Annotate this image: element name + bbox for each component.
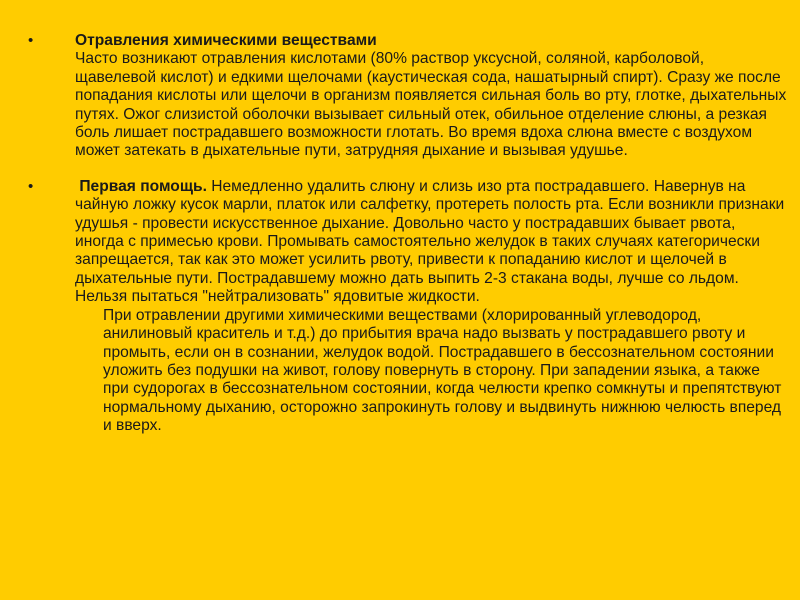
section-text-poisoning: Часто возникают отравления кислотами (80% раствор уксусной, соляной, карболовой, щавелевой кислот) и едкими щелочами (каустическая сода, нашатырный спирт). Сразу же после попадания кислоты или щелочи в организм появляется сильная боль во рту, глотке, дыхательных путях. Ожог слизистой оболочки вызывает сильный отек, обильное отделение слюны, а резкая боль лишает пострадавшего возможности глотать. Во время вдоха слюна вместе с воздухом может затекать в дыхательные пути, затрудняя дыхание и вызывая удушье. [75, 50, 787, 160]
section-heading-first-aid: Первая помощь. [79, 177, 207, 195]
bullet-list [28, 32, 788, 436]
bullet-item-chemical-poisoning [28, 32, 788, 161]
first-aid-paragraph [75, 178, 788, 307]
bullet-dot-icon: • [28, 177, 34, 195]
section-text-other-chemicals: При отравлении другими химическими веществами (хлорированный углеводород, анилиновый краситель и т.д.) до прибытия врача надо вызвать у пострадавшего рвоту и промыть, если он в сознании, желудок водой. Пострадавшего в бессознательном состоянии уложить без подушки на живот, голову повернуть в сторону. При западении языка, а также при судорогах в бессознательном состоянии, когда челюсти крепко сомкнуты и препятствуют нормальному дыханию, осторожно запрокинуть голову и выдвинуть нижнюю челюсть вперед и вверх. [103, 306, 782, 435]
bullet-dot-icon: • [28, 32, 34, 49]
bullet-item-first-aid [28, 178, 788, 436]
section-heading-poisoning: Отравления химическими веществами [75, 32, 377, 49]
section-text-first-aid: Немедленно удалить слюну и слизь изо рта пострадавшего. Навернув на чайную ложку кусок марли, платок или салфетку, протереть полость рта. Если возникли признаки удушья - провести искусственное дыхание. Довольно часто у пострадавших бывает рвота, иногда с примесью крови. Промывать самостоятельно желудок в таких случаях категорически запрещается, так как это может усилить рвоту, привести к попаданию кислот и щелочей в дыхательные пути. Пострадавшему можно дать выпить 2-3 стакана воды, лучше со льдом. Нельзя пытаться "нейтрализовать" ядовитые жидкости. [75, 177, 785, 306]
